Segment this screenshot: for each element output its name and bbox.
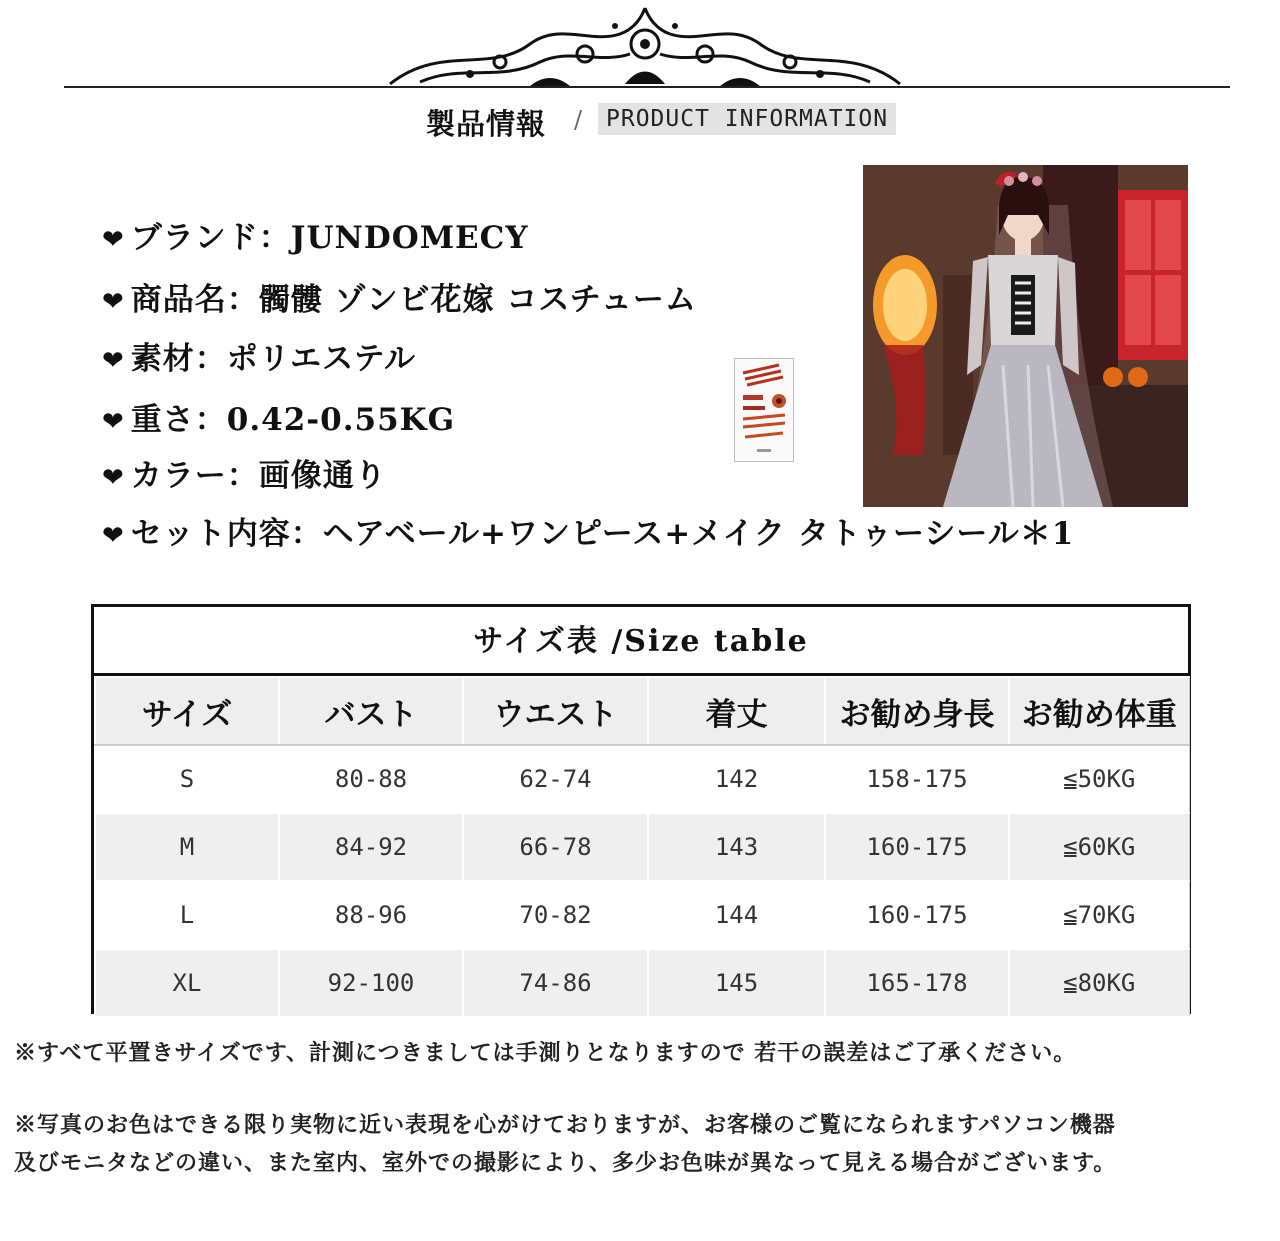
table-cell: 80-88 [279,745,463,813]
table-cell: XL [95,949,279,1017]
table-header-row [95,677,1189,745]
color-note-line-1: ※写真のお色はできる限り実物に近い表現を心がけておりますが、お客様のご覧になられますパソコン機器 [14,1112,1116,1138]
table-cell: 88-96 [279,881,463,949]
column-header: サイズ [95,677,279,745]
table-cell: ≦70KG [1009,881,1189,949]
spec-text: 素材：ポリエステル [130,341,417,377]
spec-weight [102,394,455,439]
table-cell: 165-178 [825,949,1009,1017]
column-header: お勧め体重 [1009,677,1189,745]
table-cell: 74-86 [463,949,648,1017]
table-cell: 160-175 [825,813,1009,881]
spec-text: ブランド：JUNDOMECY [130,220,529,256]
table-cell: 144 [648,881,825,949]
table-cell: S [95,745,279,813]
column-header: バスト [279,677,463,745]
spec-color [102,450,387,495]
table-cell: 70-82 [463,881,648,949]
table-cell: ≦60KG [1009,813,1189,881]
column-header: お勧め身長 [825,677,1009,745]
table-cell: 142 [648,745,825,813]
table-cell: ≦50KG [1009,745,1189,813]
size-table-title: サイズ表 /Size table [94,607,1188,676]
heart-icon: ❤ [102,346,125,376]
table-cell: 62-74 [463,745,648,813]
header-title-en: PRODUCT INFORMATION [598,103,896,135]
color-note-line-2: 及びモニタなどの違い、また室内、室外での撮影により、多少お色味が異なって見える場合がございます。 [14,1150,1117,1176]
table-cell: 143 [648,813,825,881]
table-cell: 66-78 [463,813,648,881]
table-cell: M [95,813,279,881]
spec-product-name [102,274,697,319]
spec-text: 重さ：0.42-0.55KG [130,402,456,438]
column-header: ウエスト [463,677,648,745]
heart-icon: ❤ [102,521,125,551]
column-header: 着丈 [648,677,825,745]
measurement-note: ※すべて平置きサイズです、計測につきましては手測りとなりますので 若干の誤差はご了承ください。 [14,1040,1077,1066]
table-cell: 145 [648,949,825,1017]
top-divider [64,86,1230,88]
table-row [95,881,1189,949]
tattoo-sticker-image [734,358,794,462]
baroque-ornament [380,4,910,90]
header-title-jp: 製品情報 [426,107,547,141]
spec-set-contents [102,508,1074,553]
table-cell: 160-175 [825,881,1009,949]
size-table-box [91,604,1191,1014]
heart-icon: ❤ [102,287,125,317]
header-separator: / [574,106,583,134]
table-row [95,949,1189,1017]
size-table [94,676,1190,1018]
spec-text: カラー：画像通り [130,458,387,494]
spec-material [102,333,416,378]
heart-icon: ❤ [102,225,125,255]
table-cell: L [95,881,279,949]
table-row [95,745,1189,813]
costume-model-photo [863,165,1188,507]
heart-icon: ❤ [102,407,125,437]
table-cell: 92-100 [279,949,463,1017]
table-cell: 158-175 [825,745,1009,813]
table-cell: ≦80KG [1009,949,1189,1017]
spec-text: 商品名：髑髏 ゾンビ花嫁 コスチューム [130,282,697,318]
section-header [0,100,1280,144]
spec-text: セット内容：ヘアベール+ワンピース+メイク タトゥーシール＊1 [130,516,1075,552]
table-row [95,813,1189,881]
table-cell: 84-92 [279,813,463,881]
heart-icon: ❤ [102,463,125,493]
spec-brand [102,212,528,257]
